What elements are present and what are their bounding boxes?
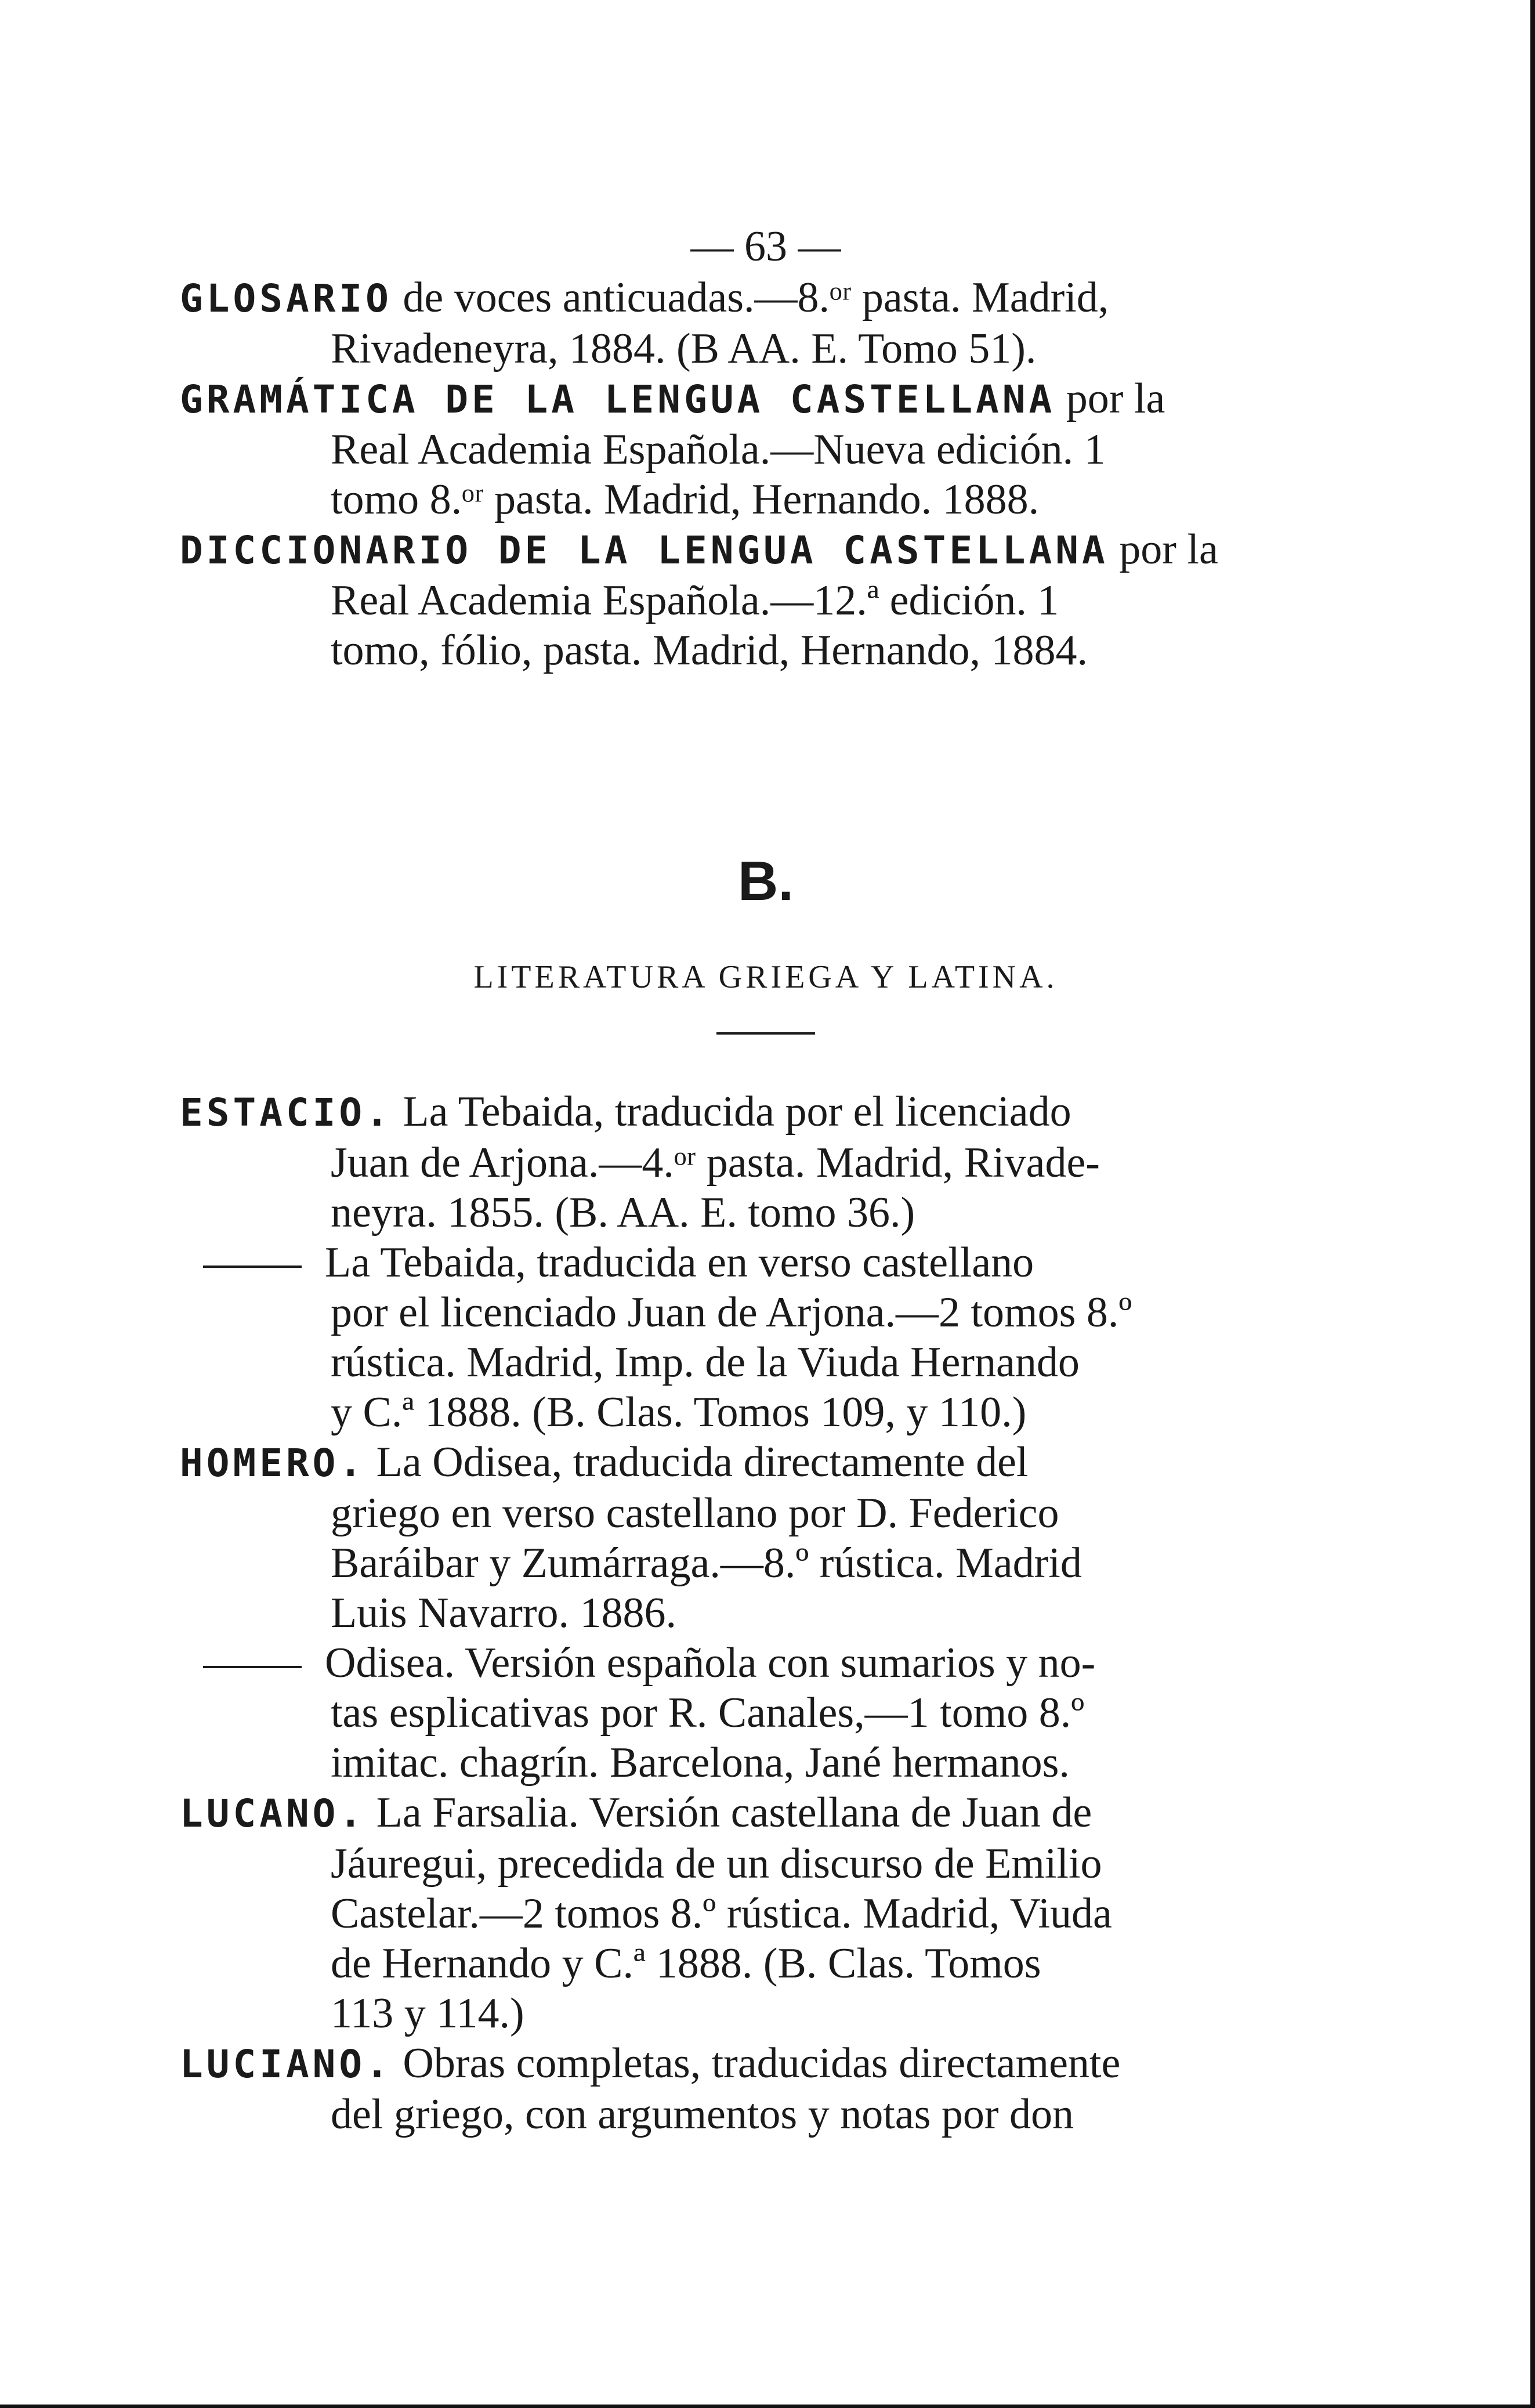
entry-first-line [180, 525, 1352, 576]
entry-text: La Tebaida, traducida por el licenciado [403, 1088, 1071, 1136]
entry-first-line [180, 374, 1352, 425]
entry-estacio [180, 1087, 1352, 1238]
entry-text: Odisea. Versión española con sumarios y no- [325, 1639, 1096, 1687]
entry-line: Real Academia Española.—Nueva edición. 1 [331, 426, 1106, 473]
entry-text: Obras completas, traducidas directamente [403, 2040, 1121, 2087]
section-rule [716, 1032, 815, 1035]
entry-text: La Tebaida, traducida en verso castellano [325, 1239, 1034, 1286]
entry-first-line [180, 1087, 1352, 1138]
entry-text: La Odisea, traducida directamente del [376, 1438, 1029, 1486]
page-right-border [1530, 0, 1535, 2408]
entry-head: LUCANO. [180, 1791, 366, 1836]
entry-line: rústica. Madrid, Imp. de la Viuda Hernando [331, 1339, 1080, 1386]
entry-line: Real Academia Española.—12.ª edición. 1 [331, 577, 1059, 624]
entry-line: Juan de Arjona.—4.ᵒʳ pasta. Madrid, Rivade- [331, 1139, 1100, 1187]
entry-line: Luis Navarro. 1886. [331, 1589, 676, 1637]
entry-head: HOMERO. [180, 1441, 366, 1485]
ditto-dash [203, 1666, 302, 1668]
entry-glosario [180, 273, 1352, 374]
entry-first-line [180, 1238, 1352, 1288]
entry-text: La Farsalia. Versión castellana de Juan de [376, 1789, 1092, 1836]
entry-line: tomo, fólio, pasta. Madrid, Hernando, 1884. [331, 627, 1088, 674]
entry-head: DICCIONARIO DE LA LENGUA CASTELLANA [180, 528, 1109, 573]
entry-lucano [180, 1788, 1352, 2038]
entry-first-line [180, 1788, 1352, 1839]
entry-head: GLOSARIO [180, 276, 392, 321]
entry-line: 113 y 114.) [331, 1990, 524, 2037]
entry-line: imitac. chagrín. Barcelona, Jané hermanos. [331, 1739, 1070, 1787]
entry-first-line [180, 2038, 1352, 2089]
entry-homero-2 [180, 1638, 1352, 1788]
entry-head: ESTACIO. [180, 1090, 392, 1135]
entry-line: tas esplicativas por R. Canales,—1 tomo 8.º [331, 1689, 1085, 1737]
entry-luciano [180, 2038, 1352, 2139]
entry-line: de Hernando y C.ª 1888. (B. Clas. Tomos [331, 1940, 1041, 1987]
ditto-dash [203, 1266, 302, 1268]
entry-line: Baráibar y Zumárraga.—8.º rústica. Madrid [331, 1539, 1082, 1587]
entry-line: Castelar.—2 tomos 8.º rústica. Madrid, Viuda [331, 1890, 1112, 1937]
entry-head: GRAMÁTICA DE LA LENGUA CASTELLANA [180, 377, 1056, 422]
entry-line: por el licenciado Juan de Arjona.—2 tomos 8.º [331, 1289, 1132, 1336]
entry-line: tomo 8.ᵒʳ pasta. Madrid, Hernando. 1888. [331, 476, 1040, 523]
entry-head: LUCIANO. [180, 2042, 392, 2087]
entry-text: de voces anticuadas.—8.ᵒʳ pasta. Madrid, [403, 274, 1109, 321]
book-page [180, 220, 1352, 2139]
entry-line: y C.ª 1888. (B. Clas. Tomos 109, y 110.) [331, 1389, 1027, 1436]
entry-line: Jáuregui, precedida de un discurso de Emilio [331, 1840, 1102, 1888]
entry-line: del griego, con argumentos y notas por don [331, 2091, 1074, 2138]
entry-line: griego en verso castellano por D. Federico [331, 1489, 1059, 1537]
entry-text: por la [1066, 375, 1165, 422]
page-number: — 63 — [690, 223, 841, 270]
entry-line: neyra. 1855. (B. AA. E. tomo 36.) [331, 1189, 915, 1236]
section-letter: B. [738, 850, 794, 912]
entry-homero [180, 1437, 1352, 1638]
entry-estacio-2 [180, 1238, 1352, 1437]
entry-first-line [180, 1437, 1352, 1488]
entry-diccionario [180, 525, 1352, 675]
entry-first-line [180, 1638, 1352, 1688]
section-title: LITERATURA GRIEGA Y LATINA. [473, 959, 1058, 995]
page-bottom-border [0, 2405, 1535, 2408]
entry-line: Rivadeneyra, 1884. (B AA. E. Tomo 51). [331, 325, 1037, 373]
entry-text: por la [1119, 526, 1218, 573]
entry-first-line [180, 273, 1352, 324]
entry-gramatica [180, 374, 1352, 525]
